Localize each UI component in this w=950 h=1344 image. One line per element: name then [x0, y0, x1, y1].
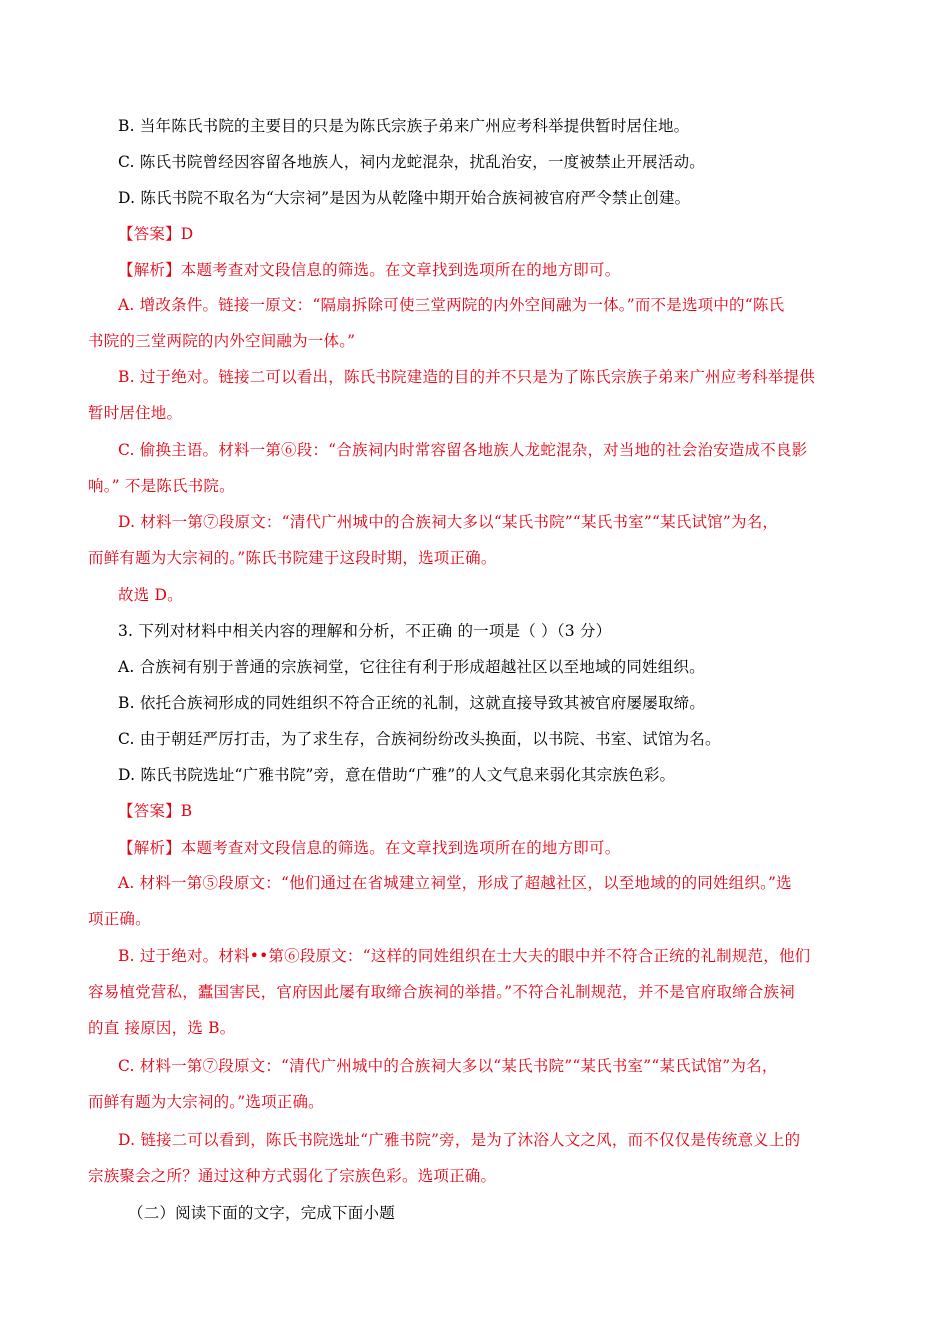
- section2-heading: （二）阅读下面的文字，完成下面小题: [128, 1204, 395, 1222]
- q3-analysis-c-line1: C. 材料一第⑦段原文：“清代广州城中的合族祠大多以“某氏书院”“某氏书室”“某氏试馆”为名，: [118, 1057, 778, 1075]
- q2-analysis-a-line2: 书院的三堂两院的内外空间融为一体。”: [88, 332, 356, 350]
- q2-option-b: B. 当年陈氏书院的主要目的只是为陈氏宗族子弟来广州应考科举提供暂时居住地。: [118, 117, 690, 135]
- q2-analysis-b-line1: B. 过于绝对。链接二可以看出，陈氏书院建造的目的并不只是为了陈氏宗族子弟来广州应考科举提供: [118, 368, 815, 386]
- q3-analysis-a-line1: A. 材料一第⑤段原文：“他们通过在省城建立祠堂，形成了超越社区，以至地域的的同姓组织。”选: [118, 874, 792, 892]
- q2-option-c: C. 陈氏书院曾经因容留各地族人，祠内龙蛇混杂，扰乱治安，一度被禁止开展活动。: [118, 153, 705, 171]
- q3-analysis-b-line2: 容易植党营私，蠹国害民，官府因此屡有取缔合族祠的举措。”不符合礼制规范，并不是官府取缔合族祠: [88, 983, 795, 1001]
- q3-analysis-b-line1: B. 过于绝对。材料••第⑥段原文：“这样的同姓组织在士大夫的眼中并不符合正统的礼制规范，他们: [118, 947, 811, 965]
- q3-analysis-intro: 【解析】本题考查对文段信息的筛选。在文章找到选项所在的地方即可。: [118, 839, 621, 857]
- q3-option-a: A. 合族祠有别于普通的宗族祠堂，它往往有利于形成超越社区以至地域的同姓组织。: [118, 658, 705, 676]
- q3-option-b: B. 依托合族祠形成的同姓组织不符合正统的礼制，这就直接导致其被官府屡屡取缔。: [118, 694, 706, 712]
- q2-analysis-b-line2: 暂时居住地。: [88, 404, 183, 422]
- q2-option-d: D. 陈氏书院不取名为“大宗祠”是因为从乾隆中期开始合族祠被官府严令禁止创建。: [118, 189, 691, 207]
- q3-option-d: D. 陈氏书院选址“广雅书院”旁，意在借助“广雅”的人文气息来弱化其宗族色彩。: [118, 766, 676, 784]
- q3-analysis-a-line2: 项正确。: [88, 910, 151, 928]
- q2-analysis-d-line1: D. 材料一第⑦段原文：“清代广州城中的合族祠大多以“某氏书院”“某氏书室”“某氏试馆”为名，: [118, 513, 779, 531]
- q2-analysis-c-line1: C. 偷换主语。材料一第⑥段：“合族祠内时常容留各地族人龙蛇混杂，对当地的社会治安造成不良影: [118, 441, 808, 459]
- q3-analysis-b-line3: 的直 接原因，选 B。: [88, 1019, 236, 1037]
- q3-question: 3. 下列对材料中相关内容的理解和分析，不正确 的一项是（ ）（3 分）: [118, 622, 612, 640]
- q2-conclusion: 故选 D。: [118, 586, 183, 604]
- q2-analysis-c-line2: 响。” 不是陈氏书院。: [88, 477, 235, 495]
- q2-analysis-a-line1: A. 增改条件。链接一原文：“隔扇拆除可使三堂两院的内外空间融为一体。”而不是选项中的“陈氏: [118, 296, 785, 314]
- q2-answer: 【答案】D: [118, 225, 194, 243]
- q3-analysis-d-line2: 宗族聚会之所？通过这种方式弱化了宗族色彩。选项正确。: [88, 1167, 497, 1185]
- q2-analysis-d-line2: 而鲜有题为大宗祠的。”陈氏书院建于这段时期，选项正确。: [88, 549, 497, 567]
- q3-analysis-d-line1: D. 链接二可以看到，陈氏书院选址“广雅书院”旁，是为了沐浴人文之风，而不仅仅是传统意义上的: [118, 1131, 801, 1149]
- q3-analysis-c-line2: 而鲜有题为大宗祠的。”选项正确。: [88, 1093, 324, 1111]
- q2-analysis-intro: 【解析】本题考查对文段信息的筛选。在文章找到选项所在的地方即可。: [118, 261, 621, 279]
- q3-option-c: C. 由于朝廷严厉打击，为了求生存，合族祠纷纷改头换面，以书院、书室、试馆为名。: [118, 730, 721, 748]
- q3-answer: 【答案】B: [118, 802, 193, 820]
